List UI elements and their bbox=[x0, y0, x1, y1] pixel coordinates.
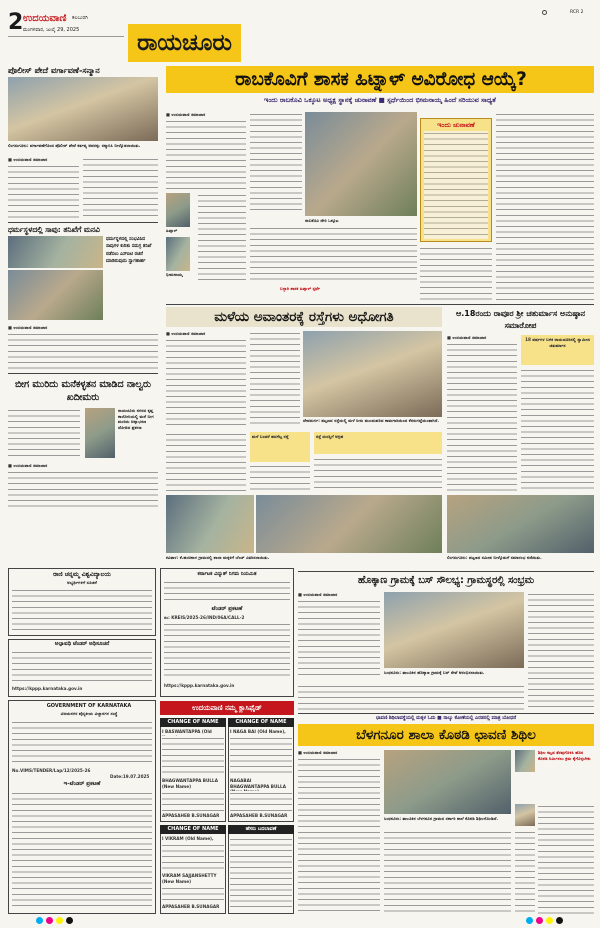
village-body-3 bbox=[298, 684, 524, 710]
ad1-notice: ಅಲ್ಪಾವಧಿ ಟೆಂಡರ್ ಅಧಿಸೂಚನೆ bbox=[54, 641, 110, 647]
rain-photo-caption: ದೇವದುರ್ಗ: ಪಟ್ಟಣದ ರಸ್ತೆಯಲ್ಲಿ ಮಳೆ ನೀರು ಮುಂದುವರಿದ ಕಾಮಗಾರಿಯಿಂದ ಕೆಸರುಗದ್ದೆಯಂತಾಗಿದೆ. bbox=[303, 418, 439, 423]
con2-name: I NAGA BAI (Old Name), bbox=[230, 729, 286, 734]
registration-mark bbox=[542, 10, 547, 15]
lead-body-4 bbox=[250, 226, 417, 284]
chaturmasa-body-1 bbox=[447, 342, 517, 492]
rule bbox=[8, 222, 158, 223]
con1-sign: APPASAHEB B.SUNAGAR bbox=[162, 813, 220, 818]
ad3-tender: ಇ-ಟೆಂಡರ್ ಪ್ರಕಟಣೆ bbox=[63, 781, 101, 787]
byline: ■ ಉದಯವಾಣಿ ಸಮಾಚಾರ bbox=[447, 335, 487, 340]
ad2-title: ಕರ್ನಾಟಕ ವಿದ್ಯುತ್ ನಿಗಮ ನಿಯಮಿತ bbox=[197, 571, 257, 577]
story2-headline: ಧರ್ಮಸ್ಥಳದಲ್ಲಿ ಸಾವು: ತನಿಖೆಗೆ ಮನವಿ bbox=[8, 225, 100, 234]
rain-pullquote-2: ರಸ್ತೆ ದುರಸ್ತಿಗೆ ಆಗ್ರಹ bbox=[316, 434, 344, 439]
con3-body-2 bbox=[162, 886, 224, 902]
lost-heading: ಹೆಸರು ಬದಲಾವಣೆ bbox=[245, 826, 277, 832]
byline: ■ ಉದಯವಾಣಿ ಸಮಾಚಾರ bbox=[8, 157, 48, 162]
lead-person2-photo bbox=[166, 237, 190, 271]
lead-body-6 bbox=[496, 112, 594, 302]
lead-subhead: ಇಂದು ರಾಬಕೊವಿ ಒಕ್ಕೂಟ ಅಧ್ಯಕ್ಷ ಸ್ಥಾನಕ್ಕೆ ಚುನಾವಣೆ ■ ಸ್ಪರ್ಧೆಯಿಂದ ಭೀಮನಾಯ್ಕ ಹಿಂದೆ ಸರಿಯುವ ಸಾಧ್ಯತೆ bbox=[264, 96, 496, 104]
lead-person2-caption: ಭೀಮನಾಯ್ಕ bbox=[166, 272, 183, 277]
con2-sign: APPASAHEB B.SUNAGAR bbox=[230, 813, 288, 818]
masthead-rule bbox=[8, 36, 124, 37]
classifieds-title: ಉದಯವಾಣಿ ನಮ್ಮ ಕ್ಲಾಸಿಫೈಡ್ bbox=[192, 704, 262, 712]
ad2-body bbox=[164, 622, 290, 680]
registration-dot bbox=[36, 917, 43, 924]
school-kicker: ಛಾವಣಿ ಶಿಥಿಲಾವಸ್ಥೆಯಲ್ಲಿ ಮಕ್ಕಳ ಓದು ■ ನಾಲ್ಕು ಕೋಣೆಯಲ್ಲಿ ಎರಡರಲ್ಲಿ ಮಾತ್ರ ಬೋಧನೆ bbox=[375, 716, 517, 721]
village-headline: ಹೊಕ್ಕಾಣ ಗ್ರಾಮಕ್ಕೆ ಬಸ್ ಸೌಲಭ್ಯ: ಗ್ರಾಮಸ್ಥರಲ್ಲಿ ಸಂಭ್ರಮ bbox=[358, 575, 534, 586]
lead-person1-caption: ಹಿಟ್ನಾಳ್ bbox=[166, 228, 178, 233]
con3-heading: CHANGE OF NAME bbox=[167, 826, 219, 832]
story1-photo bbox=[8, 77, 158, 141]
con3-new: VIKRAM SAJJANSHETTY (New Name) bbox=[162, 873, 217, 884]
rule bbox=[8, 373, 158, 374]
story3-headline: ಬೀಗ ಮುರಿದು ಮನೆಕಳ್ಳತನ ಮಾಡಿದ ನಾಲ್ವರು ಖದೀಮರು bbox=[14, 379, 151, 403]
rain-pullquote-1: ಮಳೆ ಬಂದರೆ ಹದಗೆಟ್ಟ ರಸ್ತೆ bbox=[252, 434, 289, 439]
page-number: 2 bbox=[8, 10, 24, 35]
rain-headline: ಮಳೆಯ ಅವಾಂತರಕ್ಕೆ ರಸ್ತೆಗಳು ಅಧೋಗತಿ bbox=[214, 309, 394, 325]
ad1b-body bbox=[12, 650, 152, 684]
con3-sign: APPASAHEB B.SUNAGAR bbox=[162, 904, 220, 909]
byline: ■ ಉದಯವಾಣಿ ಸಮಾಚಾರ bbox=[8, 325, 48, 330]
con1-new: BHAGWANTAPPA BULLA (New Name) bbox=[162, 778, 218, 789]
ad1-sub: ಅಭ್ಯರ್ಥಿಗಳಿಗೆ ಸೂಚನೆ bbox=[67, 580, 97, 585]
ad1-url[interactable]: https://kppp.karnataka.gov.in bbox=[12, 686, 83, 691]
story2-photo-top bbox=[8, 236, 103, 268]
rain-body-5 bbox=[314, 457, 442, 492]
lead-headline: ರಾಬಕೊವಿಗೆ ಶಾಸಕ ಹಿಟ್ನಾಳ್ ಅವಿರೋಧ ಆಯ್ಕೆ? bbox=[235, 69, 527, 90]
byline: ■ ಉದಯವಾಣಿ ಸಮಾಚಾರ bbox=[8, 463, 48, 468]
school-pullquote: ಶಿಥಿಲ ಕಟ್ಟಡ ತೆರವುಗೊಳಿಸಿ ಹೊಸ ಕೊಠಡಿ ನಿರ್ಮಿಸಲು ಕ್ರಮ ಕೈಗೊಳ್ಳಬೇಕು bbox=[538, 750, 591, 761]
lost-body bbox=[230, 837, 292, 911]
school-inset-photo-2 bbox=[515, 804, 535, 826]
paper-name: ಉದಯವಾಣಿ bbox=[23, 13, 67, 24]
story3-body bbox=[8, 408, 80, 460]
school-inset-photo-1 bbox=[515, 750, 535, 772]
school-body-3 bbox=[538, 804, 594, 914]
corner-code: RCR 2 bbox=[570, 10, 584, 15]
story1-body-right bbox=[83, 157, 158, 220]
lead-continued-note: ಬಳ್ಳಾರಿ ಶಾಸಕ ಹಿಟ್ನಾಳ್ ಸ್ಪರ್ಧೆ bbox=[280, 286, 321, 291]
rule bbox=[298, 571, 594, 572]
chaturmasa-photo-caption: ಲಿಂಗಸುಗೂರು: ಪಟ್ಟಣದ ಸಮೀಪ ಬೀಳ್ಕೊಡುಗೆ ಸಮಾರಂಭ ನಡೆಯಿತು. bbox=[447, 555, 542, 560]
con3-body bbox=[162, 843, 224, 871]
story2-body bbox=[8, 332, 158, 372]
ad3-date: Date:19.07.2025 bbox=[110, 774, 150, 779]
story2-pullquote: ಧರ್ಮಸ್ಥಳದಲ್ಲಿ ಸಂಭವಿಸಿದ ಸಾವುಗಳ ಕುರಿತು ಸಮಗ್ರ ತನಿಖೆ ನಡೆಸಲು ಎಸ್‌ಐಟಿ ರಚನೆ ಮಾಡಿರುವುದು ಸ್ವಾಗತಾರ್ಹ bbox=[106, 237, 152, 265]
rain-body-4 bbox=[250, 464, 310, 492]
school-headline: ಬೆಳಗನೂರ ಶಾಲಾ ಕೊಠಡಿ ಛಾವಣಿ ಶಿಥಿಲ bbox=[356, 727, 536, 743]
con2-body bbox=[230, 736, 292, 776]
story1-caption: ಲಿಂಗಸುಗೂರು: ವರ್ಗಾವಣೆಗೊಂಡ ಪೊಲೀಸ್ ಪೇದೆ ಕರ್ತವ್ಯ ಅವರನ್ನು ಸನ್ಮಾನಿಸಿ ಬೀಳ್ಕೊಡಲಾಯಿತು. bbox=[8, 143, 141, 148]
school-photo-caption: ಸಿಂಧನೂರು: ತಾಲೂಕಿನ ಬೆಳಗನೂರ ಗ್ರಾಮದ ಸರ್ಕಾರಿ ಶಾಲೆ ಕೊಠಡಿ ಶಿಥಿಲಗೊಂಡಿದೆ. bbox=[384, 816, 498, 821]
story1-headline: ಪೊಲೀಸ್ ಪೇದೆ ವರ್ಗಾವಣೆ-ಸನ್ಮಾನ bbox=[8, 65, 100, 75]
lead-person1-photo bbox=[166, 193, 190, 227]
byline: ■ ಉದಯವಾಣಿ ಸಮಾಚಾರ bbox=[298, 592, 338, 597]
con3-name: I VIKRAM (Old Name), bbox=[162, 836, 214, 841]
rule bbox=[298, 713, 594, 714]
registration-dot bbox=[556, 917, 563, 924]
lead-body-1 bbox=[166, 119, 246, 191]
ad3-title: GOVERNMENT OF KARNATAKA bbox=[46, 703, 132, 709]
con2-new: NAGABAI BHAGWANTAPPA BULLA bbox=[230, 778, 286, 789]
byline: ■ ಉದಯವಾಣಿ ಸಮಾಚಾರ bbox=[166, 331, 206, 336]
ad3-ref: No.VIMS/TENDER/Lap/12/2025-26 bbox=[12, 768, 91, 773]
con2-heading: CHANGE OF NAME bbox=[235, 719, 287, 725]
lead-body-3 bbox=[250, 112, 302, 212]
school-body-2 bbox=[384, 830, 511, 914]
lead-photo bbox=[305, 112, 417, 216]
con2-body-2 bbox=[230, 791, 292, 811]
rain-body-1 bbox=[166, 338, 246, 428]
edition-city: ಕಲಬುರಗಿ bbox=[72, 15, 88, 21]
registration-dot bbox=[526, 917, 533, 924]
chaturmasa-box-text: 18 ವರ್ಷಗಳ ಬಳಿಕ ರಾಯಚೂರಿನಲ್ಲಿ ಸ್ವಾಮೀಜಿ ಚತುರ್ಮಾಸ bbox=[525, 337, 590, 348]
ad3-body bbox=[12, 791, 152, 909]
rain-body-2 bbox=[250, 331, 300, 428]
village-body-2 bbox=[528, 592, 594, 710]
lead-body-2 bbox=[198, 193, 246, 281]
village-photo bbox=[384, 592, 524, 668]
rain-photo-2 bbox=[166, 495, 254, 553]
registration-dot bbox=[546, 917, 553, 924]
ad2-url[interactable]: https://kppp.karnataka.gov.in bbox=[164, 683, 235, 688]
rule bbox=[166, 304, 594, 305]
lead-photo-caption: ರಾಬಕೊವಿ ಡೇರಿ ಒಕ್ಕೂಟ bbox=[305, 218, 339, 223]
ad2-notice: ಟೆಂಡರ್ ಪ್ರಕಟಣೆ bbox=[211, 606, 243, 612]
registration-dot bbox=[46, 917, 53, 924]
ad1-title: ರಾಣಿ ಚನ್ನಮ್ಮ ವಿಶ್ವವಿದ್ಯಾಲಯ bbox=[53, 571, 111, 578]
story2-photo bbox=[8, 270, 103, 320]
ad1-body bbox=[12, 588, 152, 632]
registration-dot bbox=[56, 917, 63, 924]
issue-date: ಮಂಗಳವಾರ, ಜುಲೈ 29, 2025 bbox=[23, 27, 80, 33]
story3-body-2 bbox=[8, 470, 158, 510]
school-photo bbox=[384, 750, 511, 814]
section-title: ರಾಯಚೂರು bbox=[137, 30, 232, 56]
chaturmasa-body-2 bbox=[521, 368, 594, 492]
chaturmasa-headline: ಆ.18ರಂದು ರಾವೂರ ಶ್ರೀ ಚತುರ್ಮಾಸ ಅನುಷ್ಠಾನ ಸಮಾರೋಪ bbox=[455, 309, 586, 330]
con1-body bbox=[162, 736, 224, 776]
lead-sidebar-title: ಇಂದು ಚುನಾವಣೆ bbox=[437, 121, 475, 129]
story3-pullquote: ರಾಯಚೂರು ನಗರದ ಕೃಷ್ಣ ಕಾಲೋನಿಯಲ್ಲಿ ಮನೆ ಬೀಗ ಮುರಿದು ಚಿನ್ನಾಭರಣ ದೋಚಿದ ಪ್ರಕರಣ bbox=[118, 408, 154, 430]
ad3-sub: ವಿಜಯನಗರ ವೈದ್ಯಕೀಯ ವಿಜ್ಞಾನಗಳ ಸಂಸ್ಥೆ bbox=[60, 711, 118, 716]
school-body-4 bbox=[515, 830, 535, 914]
village-photo-caption: ಸಿಂಧನೂರು: ತಾಲೂಕಿನ ಹೊಕ್ಕಾಣ ಗ್ರಾಮಕ್ಕೆ ಬಸ್ ಸೇವೆ ಆರಂಭಿಸಲಾಯಿತು. bbox=[384, 670, 485, 675]
lead-body-5 bbox=[420, 246, 492, 302]
village-body-1 bbox=[298, 599, 380, 679]
rain-photo bbox=[303, 331, 442, 417]
story3-photo bbox=[85, 408, 115, 458]
lead-byline: ■ ಉದಯವಾಣಿ ಸಮಾಚಾರ bbox=[166, 112, 206, 117]
con1-body-2 bbox=[162, 791, 224, 811]
chaturmasa-photo bbox=[447, 495, 594, 553]
rain-photo2-caption: ಕವಿತಾಳ: ಕೆ.ಹಂಚಿನಾಳ ಗ್ರಾಮದಲ್ಲಿ ಶಾಲಾ ಮಕ್ಕಳಿಗೆ ಬೆಂಚ್ ವಿತರಿಸಲಾಯಿತು. bbox=[166, 555, 270, 560]
ad2-body-top bbox=[164, 580, 290, 604]
school-body-1 bbox=[298, 757, 380, 914]
lead-sidebar-body bbox=[424, 131, 488, 239]
story1-body-left bbox=[8, 164, 79, 220]
ad3-body-top bbox=[12, 720, 152, 766]
rain-body-3 bbox=[166, 432, 246, 492]
rain-photo-3 bbox=[256, 495, 442, 553]
registration-dot bbox=[536, 917, 543, 924]
registration-dot bbox=[66, 917, 73, 924]
ad2-ref: ಸಂ: KREIS/2025-26/IND/06A/CALL-2 bbox=[164, 615, 245, 620]
con1-name: I BASWANTAPPA (Old bbox=[162, 729, 212, 734]
con1-heading: CHANGE OF NAME bbox=[167, 719, 219, 725]
byline: ■ ಉದಯವಾಣಿ ಸಮಾಚಾರ bbox=[298, 750, 338, 755]
